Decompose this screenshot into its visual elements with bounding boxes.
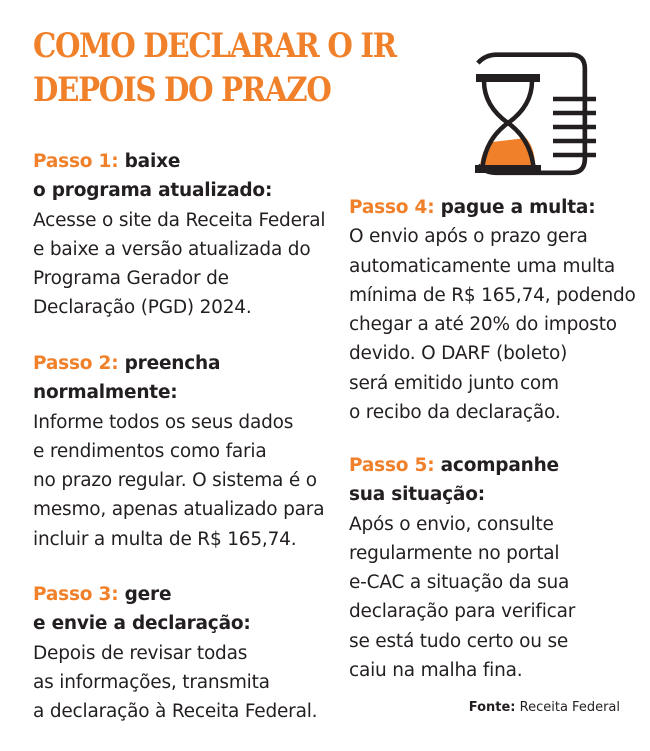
step-heading: sua situação: xyxy=(349,484,485,506)
title-line-2: DEPOIS DO PRAZO xyxy=(33,70,331,110)
step-body-line: Acesse o site da Receita Federal xyxy=(33,209,326,231)
step-label: Passo 4: xyxy=(349,197,435,218)
step-heading: normalmente: xyxy=(33,382,178,404)
step-body-line: declaração para verificar xyxy=(349,601,576,623)
step-1 xyxy=(33,147,325,323)
step-body-line: Declaração (PGD) 2024. xyxy=(33,297,252,319)
source-credit xyxy=(469,700,620,715)
step-body-line: Programa Gerador de xyxy=(33,268,229,290)
step-heading: baixe xyxy=(124,151,181,172)
source-label: Fonte: xyxy=(468,700,516,715)
step-heading: preencha xyxy=(124,353,221,374)
step-body-line: Informe todos os seus dados xyxy=(33,411,294,433)
step-heading: e envie a declaração: xyxy=(33,613,251,635)
step-body-line: devido. O DARF (boleto) xyxy=(349,343,568,365)
step-body-line: automaticamente uma multa xyxy=(349,255,615,277)
step-body-line: Após o envio, consulte xyxy=(349,513,554,535)
step-heading: pague a multa: xyxy=(440,197,596,218)
step-body-line: se está tudo certo ou se xyxy=(349,630,569,652)
step-label: Passo 3: xyxy=(33,584,119,605)
step-body-line: no prazo regular. O sistema é o xyxy=(33,470,317,492)
step-3 xyxy=(33,580,317,726)
step-body-line: regularmente no portal xyxy=(349,542,560,564)
page-title xyxy=(33,24,396,112)
step-4 xyxy=(349,193,636,427)
step-body-line: mesmo, apenas atualizado para xyxy=(33,499,325,521)
step-body-line: mínima de R$ 165,74, podendo xyxy=(349,284,636,306)
step-body-line: será emitido junto com xyxy=(349,372,559,394)
step-body-line: e baixe a versão atualizada do xyxy=(33,238,311,260)
step-body-line: chegar a até 20% do imposto xyxy=(349,314,617,336)
source-value: Receita Federal xyxy=(519,700,620,715)
step-body-line: caiu na malha fina. xyxy=(349,660,523,682)
title-line-1: COMO DECLARAR O IR xyxy=(33,26,396,66)
step-heading: gere xyxy=(124,584,172,605)
hourglass-document-icon xyxy=(468,26,618,176)
step-label: Passo 2: xyxy=(33,353,119,374)
step-heading: o programa atualizado: xyxy=(33,180,273,202)
step-heading: acompanhe xyxy=(440,455,559,476)
step-body-line: o recibo da declaração. xyxy=(349,402,561,424)
step-body-line: e-CAC a situação da sua xyxy=(349,572,570,594)
step-body-line: incluir a multa de R$ 165,74. xyxy=(33,528,297,550)
step-body-line: a declaração à Receita Federal. xyxy=(33,701,318,723)
step-5 xyxy=(349,451,575,685)
step-body-line: as informações, transmita xyxy=(33,671,270,693)
step-body-line: Depois de revisar todas xyxy=(33,642,248,664)
step-label: Passo 5: xyxy=(349,455,435,476)
step-body-line: e rendimentos como faria xyxy=(33,440,267,462)
step-2 xyxy=(33,349,324,554)
step-label: Passo 1: xyxy=(33,151,119,172)
step-body-line: O envio após o prazo gera xyxy=(349,226,588,248)
